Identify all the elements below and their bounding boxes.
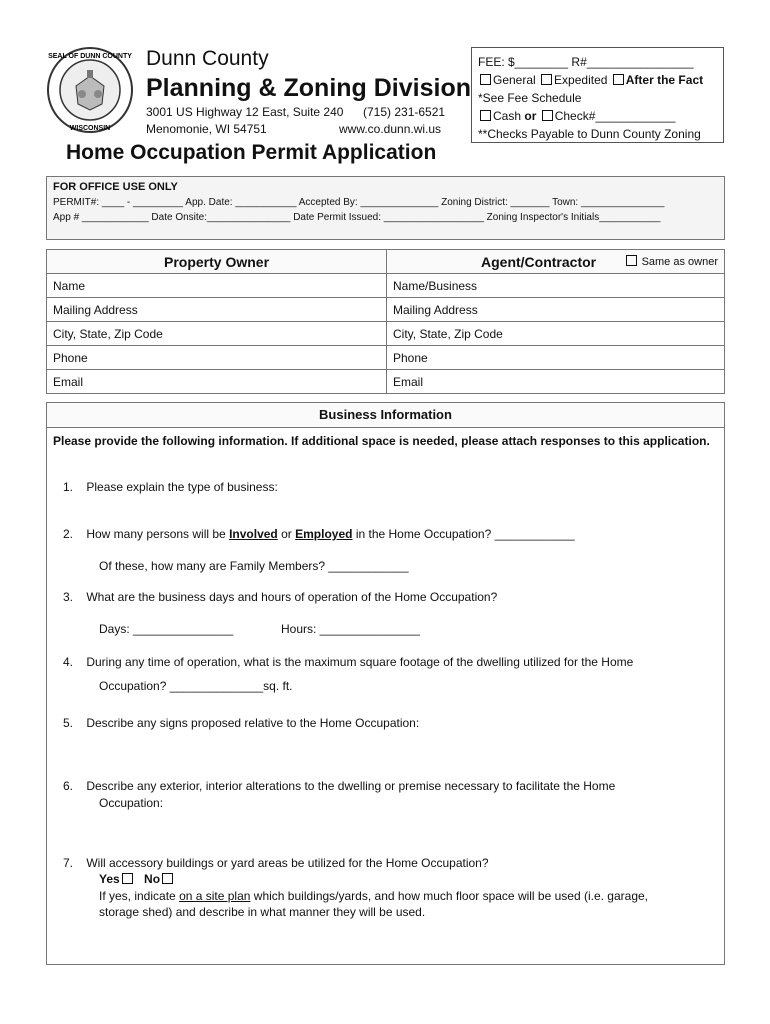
- expedited-label: Expedited: [554, 73, 608, 87]
- q2-involved: Involved: [229, 527, 278, 541]
- owner-address-field[interactable]: Mailing Address: [47, 298, 387, 322]
- q7-c2: which buildings/yards, and how much floor space will be used (i.e. garage,: [253, 889, 649, 903]
- q7-instruction-line2: storage shed) and describe in what manner they will be used.: [99, 905, 426, 919]
- q5-number: 5.: [62, 716, 73, 730]
- owner-header: Property Owner: [47, 250, 387, 274]
- q2-employed: Employed: [295, 527, 353, 541]
- general-label: General: [493, 73, 536, 87]
- owner-city-field[interactable]: City, State, Zip Code: [47, 322, 387, 346]
- owner-email-field[interactable]: Email: [47, 370, 387, 394]
- office-use-heading: FOR OFFICE USE ONLY: [53, 181, 178, 193]
- yes-no-line: [99, 871, 175, 888]
- agent-header: Agent/Contractor: [481, 253, 597, 270]
- q4-number: 4.: [62, 655, 73, 669]
- check-label: Check#____________: [554, 109, 676, 123]
- q7-instruction-line1: [99, 888, 648, 905]
- q3-number: 3.: [62, 590, 73, 604]
- division-name: Planning & Zoning Division: [146, 74, 471, 102]
- question-6[interactable]: [53, 778, 615, 795]
- q6-text-a: Describe any exterior, interior alterations to the dwelling or premise necessary to facilitate the Home: [86, 779, 616, 793]
- same-as-owner-checkbox[interactable]: [626, 255, 637, 266]
- owner-phone-field[interactable]: Phone: [47, 346, 387, 370]
- q2-text-a: How many persons will be: [86, 527, 226, 541]
- question-7[interactable]: [53, 855, 489, 872]
- or-label: or: [524, 109, 537, 123]
- q7-number: 7.: [62, 856, 73, 870]
- business-info-heading: Business Information: [47, 403, 724, 428]
- office-use-line1: PERMIT#: ____ - _________ App. Date: ___________ Accepted By: ______________ Zoning District: _______ Town: _______________: [53, 197, 665, 208]
- payable-note: **Checks Payable to Dunn County Zoning: [478, 127, 701, 141]
- q6-text-b: Occupation:: [99, 796, 164, 810]
- county-name: Dunn County: [146, 47, 269, 70]
- agent-header-cell: [387, 250, 725, 274]
- fee-line: FEE: $________ R#________________: [478, 55, 694, 69]
- agent-phone-field[interactable]: Phone: [387, 346, 725, 370]
- svg-text:SEAL OF DUNN COUNTY: SEAL OF DUNN COUNTY: [48, 53, 132, 60]
- agent-email-field[interactable]: Email: [387, 370, 725, 394]
- cash-label: Cash: [493, 109, 522, 123]
- no-label: No: [144, 872, 161, 886]
- agent-city-field[interactable]: City, State, Zip Code: [387, 322, 725, 346]
- phone-number: (715) 231-6521: [363, 105, 446, 119]
- website: www.co.dunn.wi.us: [339, 122, 442, 136]
- q7-c1: If yes, indicate: [99, 889, 176, 903]
- q1-text: Please explain the type of business:: [86, 480, 278, 494]
- q4-text-b[interactable]: Occupation? ______________sq. ft.: [99, 679, 293, 693]
- question-1[interactable]: [53, 479, 278, 496]
- fee-schedule-note: *See Fee Schedule: [478, 91, 582, 105]
- expedited-checkbox[interactable]: [541, 74, 552, 85]
- q7-text: Will accessory buildings or yard areas be utilized for the Home Occupation?: [86, 856, 489, 870]
- q6-number: 6.: [62, 779, 73, 793]
- q2-number: 2.: [62, 527, 73, 541]
- svg-text:WISCONSIN: WISCONSIN: [69, 125, 111, 132]
- question-3[interactable]: [53, 589, 497, 606]
- agent-name-field[interactable]: Name/Business: [387, 274, 725, 298]
- q2-text-b: in the Home Occupation? ____________: [355, 527, 575, 541]
- q5-text: Describe any signs proposed relative to the Home Occupation:: [86, 716, 420, 730]
- question-4[interactable]: [53, 654, 633, 671]
- business-intro: Please provide the following information. If additional space is needed, please attach responses to this application.: [53, 434, 710, 448]
- contact-table: [46, 249, 725, 394]
- office-use-section: [46, 176, 725, 240]
- general-checkbox[interactable]: [480, 74, 491, 85]
- same-as-owner-label: Same as owner: [641, 256, 718, 268]
- county-seal-icon: [46, 46, 134, 134]
- check-checkbox[interactable]: [542, 110, 553, 121]
- address-line1: 3001 US Highway 12 East, Suite 240: [146, 105, 344, 119]
- owner-name-field[interactable]: Name: [47, 274, 387, 298]
- cash-checkbox[interactable]: [480, 110, 491, 121]
- q2-family[interactable]: Of these, how many are Family Members? ____________: [99, 559, 409, 573]
- q2-or: or: [281, 527, 292, 541]
- yes-checkbox[interactable]: [122, 873, 133, 884]
- q3-days[interactable]: Days: _______________: [99, 622, 234, 636]
- after-fact-label: After the Fact: [625, 73, 704, 87]
- office-use-line2: App # ____________ Date Onsite:_______________ Date Permit Issued: __________________ Zoning Inspector's Initials___________: [53, 212, 661, 223]
- q7-site-plan: on a site plan: [179, 889, 251, 903]
- same-as-owner: [624, 255, 719, 268]
- question-5[interactable]: [53, 715, 419, 732]
- fee-type-line: [478, 71, 717, 89]
- q3-hours[interactable]: Hours: _______________: [281, 622, 420, 636]
- page-title: Home Occupation Permit Application: [66, 141, 437, 164]
- no-checkbox[interactable]: [162, 873, 173, 884]
- after-fact-checkbox[interactable]: [613, 74, 624, 85]
- fee-box: [471, 47, 724, 143]
- agent-address-field[interactable]: Mailing Address: [387, 298, 725, 322]
- q4-text-a: During any time of operation, what is the maximum square footage of the dwelling utilized for the Home: [86, 655, 634, 669]
- business-info-section: [46, 402, 725, 965]
- q3-text: What are the business days and hours of operation of the Home Occupation?: [86, 590, 498, 604]
- question-2[interactable]: [53, 526, 575, 543]
- payment-line: [478, 107, 717, 125]
- yes-label: Yes: [99, 872, 120, 886]
- q1-number: 1.: [62, 480, 73, 494]
- address-line2: Menomonie, WI 54751: [146, 122, 267, 136]
